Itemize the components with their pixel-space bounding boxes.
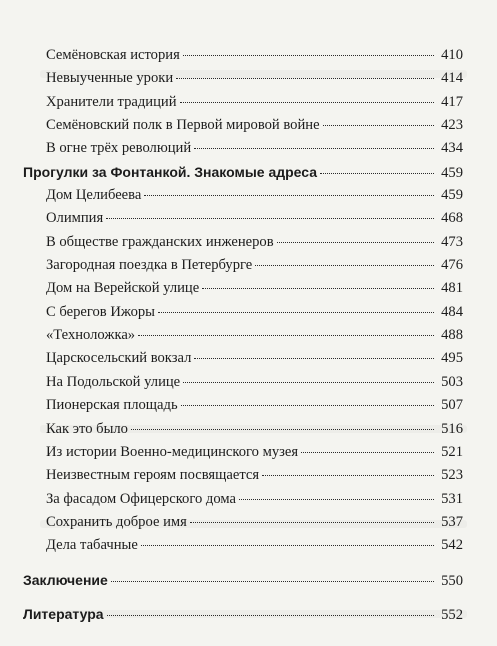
toc-entry-title: Олимпия: [46, 210, 104, 227]
toc-entry: [0, 372, 497, 395]
dot-leader: [194, 358, 434, 359]
toc-page-number: 537: [441, 513, 463, 530]
toc-entry: [0, 348, 497, 371]
dot-leader: [239, 499, 434, 500]
toc-page-number: 516: [441, 420, 463, 437]
toc-spacer: [0, 593, 497, 604]
dot-leader: [144, 195, 434, 196]
toc-page-number: 434: [441, 140, 463, 157]
toc-entry: [0, 68, 497, 91]
toc-page-number: 459: [441, 187, 463, 204]
toc-entry: [0, 512, 497, 535]
toc-entry-title: Неизвестным героям посвящается: [46, 467, 260, 484]
toc-entry: [0, 232, 497, 255]
toc-entry-title: Литература: [23, 605, 104, 622]
dot-leader: [131, 429, 434, 430]
toc-page-number: 476: [441, 257, 463, 274]
toc-section-entry: [0, 570, 497, 593]
toc-entry-title: Дом на Верейской улице: [46, 280, 200, 297]
toc-entry: [0, 489, 497, 512]
toc-entry-title: Дом Целибеева: [46, 187, 142, 204]
dot-leader: [194, 148, 434, 149]
toc-entry: [0, 465, 497, 488]
toc-entry-title: Заключение: [23, 571, 108, 588]
dot-leader: [262, 475, 434, 476]
dot-leader: [176, 78, 434, 79]
dot-leader: [255, 265, 434, 266]
toc-entry-title: Как это было: [46, 420, 128, 437]
toc-entry-title: «Техноложка»: [46, 327, 136, 344]
dot-leader: [183, 55, 434, 56]
dot-leader: [320, 173, 434, 174]
toc-section-entry: [0, 162, 497, 185]
toc-entry-title: На Подольской улице: [46, 373, 181, 390]
dot-leader: [277, 242, 434, 243]
toc-entry: [0, 115, 497, 138]
toc-entry: [0, 45, 497, 68]
dot-leader: [183, 382, 434, 383]
toc-page-number: 417: [441, 93, 463, 110]
toc-spacer: [0, 559, 497, 570]
dot-leader: [190, 522, 434, 523]
toc-entry: [0, 395, 497, 418]
dot-leader: [202, 288, 434, 289]
toc-page-number: 410: [441, 47, 463, 63]
dot-leader: [301, 452, 434, 453]
toc-page-number: 521: [441, 443, 463, 460]
toc-page-number: 488: [441, 327, 463, 344]
toc-entry-title: Загородная поездка в Петербурге: [46, 257, 253, 274]
toc-page-number: 484: [441, 303, 463, 320]
toc-entry-title: Прогулки за Фонтанкой. Знакомые адреса: [23, 163, 318, 180]
toc-page-number: 531: [441, 490, 463, 507]
toc-entry-title: Сохранить доброе имя: [46, 513, 187, 530]
toc-page-number: 523: [441, 467, 463, 484]
toc-page-number: 473: [441, 233, 463, 250]
toc-entry: [0, 325, 497, 348]
toc-page-number: 414: [441, 70, 463, 87]
toc-entry: [0, 302, 497, 325]
dot-leader: [106, 218, 434, 219]
toc-entry: [0, 442, 497, 465]
toc-entry: [0, 535, 497, 558]
toc-entry-title: Хранители традиций: [46, 93, 177, 110]
dot-leader: [181, 405, 434, 406]
toc-entry: [0, 138, 497, 161]
toc-entry-title: В огне трёх революций: [46, 140, 192, 157]
toc-entry: [0, 255, 497, 278]
toc-page-number: 423: [441, 117, 463, 134]
dot-leader: [180, 102, 434, 103]
toc-entry-title: В обществе гражданских инженеров: [46, 233, 274, 250]
dot-leader: [138, 335, 434, 336]
toc-entry-title: Из истории Военно-медицинского музея: [46, 443, 299, 460]
dot-leader: [107, 615, 434, 616]
toc-entry: [0, 419, 497, 442]
toc-page-number: 507: [441, 397, 463, 414]
toc-section-entry: [0, 604, 497, 627]
toc-page-number: 503: [441, 373, 463, 390]
toc-entry-title: Дела табачные: [46, 537, 138, 554]
toc-page-number: 495: [441, 350, 463, 367]
dot-leader: [158, 312, 434, 313]
toc-page-number: 542: [441, 537, 463, 554]
toc-entry-title: Пионерская площадь: [46, 397, 178, 414]
toc-entry-title: Невыученные уроки: [46, 70, 174, 87]
toc-entry-title: С берегов Ижоры: [46, 303, 155, 320]
toc-entry-title: Семёновский полк в Первой мировой войне: [46, 117, 320, 134]
toc-entry-title: За фасадом Офицерского дома: [46, 490, 236, 507]
toc-page-number: 468: [441, 210, 463, 227]
toc-entry: [0, 208, 497, 231]
toc-entry: [0, 185, 497, 208]
toc-page-number: 550: [441, 572, 463, 589]
toc-entry: [0, 92, 497, 115]
dot-leader: [111, 581, 434, 582]
toc-page-number: 481: [441, 280, 463, 297]
dot-leader: [141, 545, 434, 546]
toc-entry-title: Царскосельский вокзал: [46, 350, 192, 367]
toc-page-number: 459: [441, 164, 463, 181]
toc-page-number: 552: [441, 606, 463, 623]
toc-entry-title: Семёновская история: [46, 47, 180, 63]
table-of-contents: [0, 45, 497, 627]
toc-entry: [0, 278, 497, 301]
dot-leader: [323, 125, 434, 126]
